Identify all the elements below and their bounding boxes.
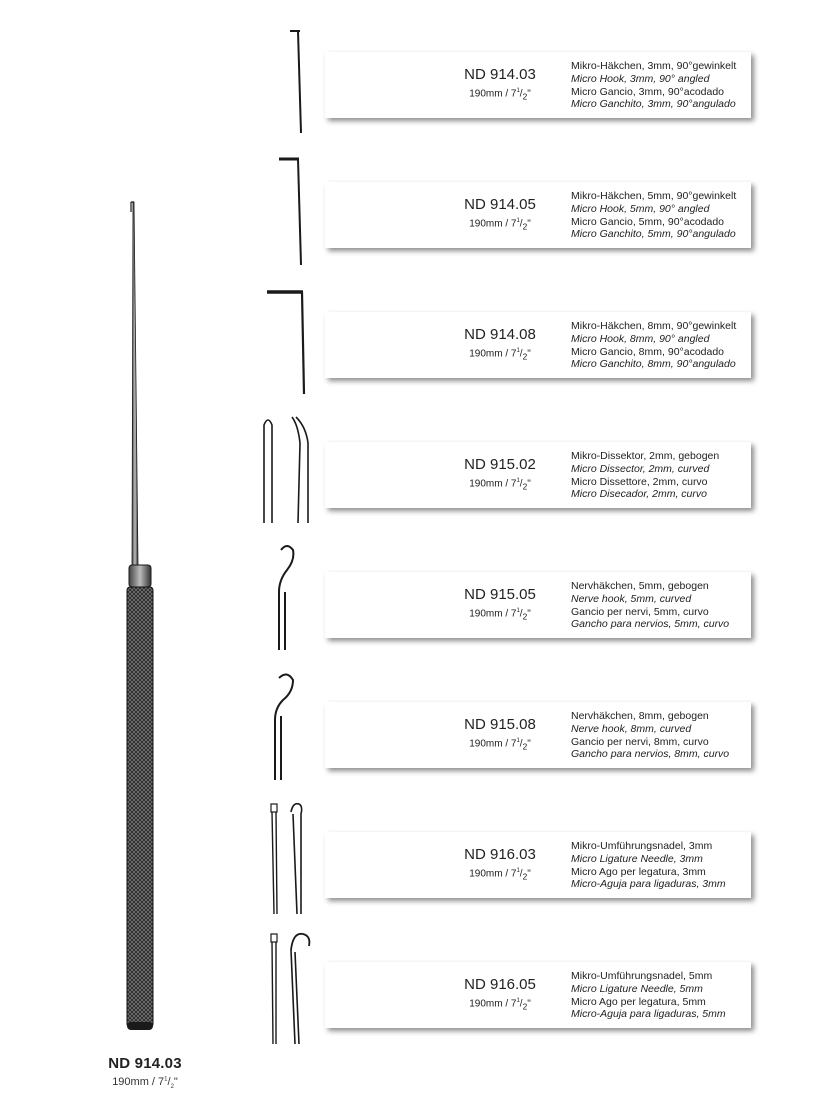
desc-de: Nervhäkchen, 5mm, gebogen [571, 580, 709, 592]
product-size: $190mm / 7^1/_2$" [469, 608, 531, 622]
product-description [571, 190, 751, 241]
product-size: $190mm / 7^1/_2$" [469, 478, 531, 492]
product-code: ND 915.05 [464, 586, 536, 603]
desc-it: Gancio per nervi, 5mm, curvo [571, 605, 709, 618]
product-code: ND 915.08 [464, 716, 536, 733]
desc-de: Mikro-Umführungsnadel, 5mm [571, 970, 713, 982]
desc-es: Micro-Aguja para ligaduras, 3mm [571, 878, 726, 891]
desc-es: Micro Ganchito, 5mm, 90°angulado [571, 228, 736, 241]
desc-it: Micro Ago per legatura, 3mm [571, 865, 706, 878]
desc-it: Micro Gancio, 3mm, 90°acodado [571, 85, 725, 98]
product-card-915-05 [325, 572, 751, 638]
desc-en: Micro Dissector, 2mm, curved [571, 462, 710, 475]
ligature-needle-3mm-icon [263, 800, 313, 916]
desc-es: Micro-Aguja para ligaduras, 5mm [571, 1008, 726, 1021]
product-description [571, 840, 751, 891]
desc-es: Gancho para nervios, 8mm, curvo [571, 748, 730, 761]
product-code: ND 915.02 [464, 456, 536, 473]
product-card-916-03 [325, 832, 751, 898]
product-description [571, 580, 751, 631]
product-code: ND 914.03 [464, 66, 536, 83]
dissector-icon [258, 413, 318, 525]
desc-en: Nerve hook, 5mm, curved [571, 592, 692, 605]
product-size: $190mm / 7^1/_2$" [469, 348, 531, 362]
product-card-914-08 [325, 312, 751, 378]
desc-es: Gancho para nervios, 5mm, curvo [571, 618, 730, 631]
product-description [571, 320, 751, 371]
product-code: ND 916.05 [464, 976, 536, 993]
desc-de: Mikro-Umführungsnadel, 3mm [571, 840, 713, 852]
product-size: $190mm / 7^1/_2$" [469, 218, 531, 232]
nerve-hook-5mm-icon [265, 540, 305, 652]
product-description [571, 60, 751, 111]
desc-it: Micro Gancio, 5mm, 90°acodado [571, 215, 725, 228]
desc-en: Micro Ligature Needle, 3mm [571, 852, 703, 865]
product-code: ND 914.08 [464, 326, 536, 343]
product-size: $190mm / 7^1/_2$" [469, 88, 531, 102]
nerve-hook-8mm-icon [265, 670, 305, 782]
desc-it: Micro Gancio, 8mm, 90°acodado [571, 345, 725, 358]
desc-de: Nervhäkchen, 8mm, gebogen [571, 710, 709, 722]
surgical-instrument-full-icon [100, 190, 180, 1040]
desc-en: Micro Hook, 3mm, 90° angled [571, 72, 710, 85]
product-code: ND 916.03 [464, 846, 536, 863]
desc-it: Micro Ago per legatura, 5mm [571, 995, 706, 1008]
hook-90-5mm-icon [275, 155, 315, 267]
desc-de: Mikro-Häkchen, 5mm, 90°gewinkelt [571, 190, 737, 202]
desc-it: Gancio per nervi, 8mm, curvo [571, 735, 709, 748]
product-size: $190mm / 7^1/_2$" [469, 738, 531, 752]
product-size: $190mm / 7^1/_2$" [469, 998, 531, 1012]
product-description [571, 450, 751, 501]
product-code: ND 914.05 [464, 196, 536, 213]
ligature-needle-5mm-icon [263, 930, 323, 1046]
main-item-size: $190mm / 7^1/_2$" [112, 1076, 178, 1091]
desc-en: Nerve hook, 8mm, curved [571, 722, 692, 735]
product-card-914-05 [325, 182, 751, 248]
product-card-915-08 [325, 702, 751, 768]
hook-90-8mm-icon [265, 288, 315, 398]
main-item-code: ND 914.03 [108, 1055, 182, 1072]
product-size: $190mm / 7^1/_2$" [469, 868, 531, 882]
main-item-caption [70, 1055, 220, 1090]
product-card-916-05 [325, 962, 751, 1028]
desc-es: Micro Ganchito, 3mm, 90°angulado [571, 98, 736, 111]
product-description [571, 970, 751, 1021]
desc-it: Micro Dissettore, 2mm, curvo [571, 475, 708, 488]
desc-en: Micro Ligature Needle, 5mm [571, 982, 703, 995]
product-description [571, 710, 751, 761]
hook-90-3mm-icon [285, 28, 315, 136]
desc-en: Micro Hook, 8mm, 90° angled [571, 332, 710, 345]
desc-es: Micro Ganchito, 8mm, 90°angulado [571, 358, 736, 371]
desc-de: Mikro-Häkchen, 3mm, 90°gewinkelt [571, 60, 737, 72]
product-card-915-02 [325, 442, 751, 508]
product-card-914-03 [325, 52, 751, 118]
desc-en: Micro Hook, 5mm, 90° angled [571, 202, 710, 215]
desc-de: Mikro-Dissektor, 2mm, gebogen [571, 450, 720, 462]
desc-es: Micro Disecador, 2mm, curvo [571, 488, 707, 501]
desc-de: Mikro-Häkchen, 8mm, 90°gewinkelt [571, 320, 737, 332]
